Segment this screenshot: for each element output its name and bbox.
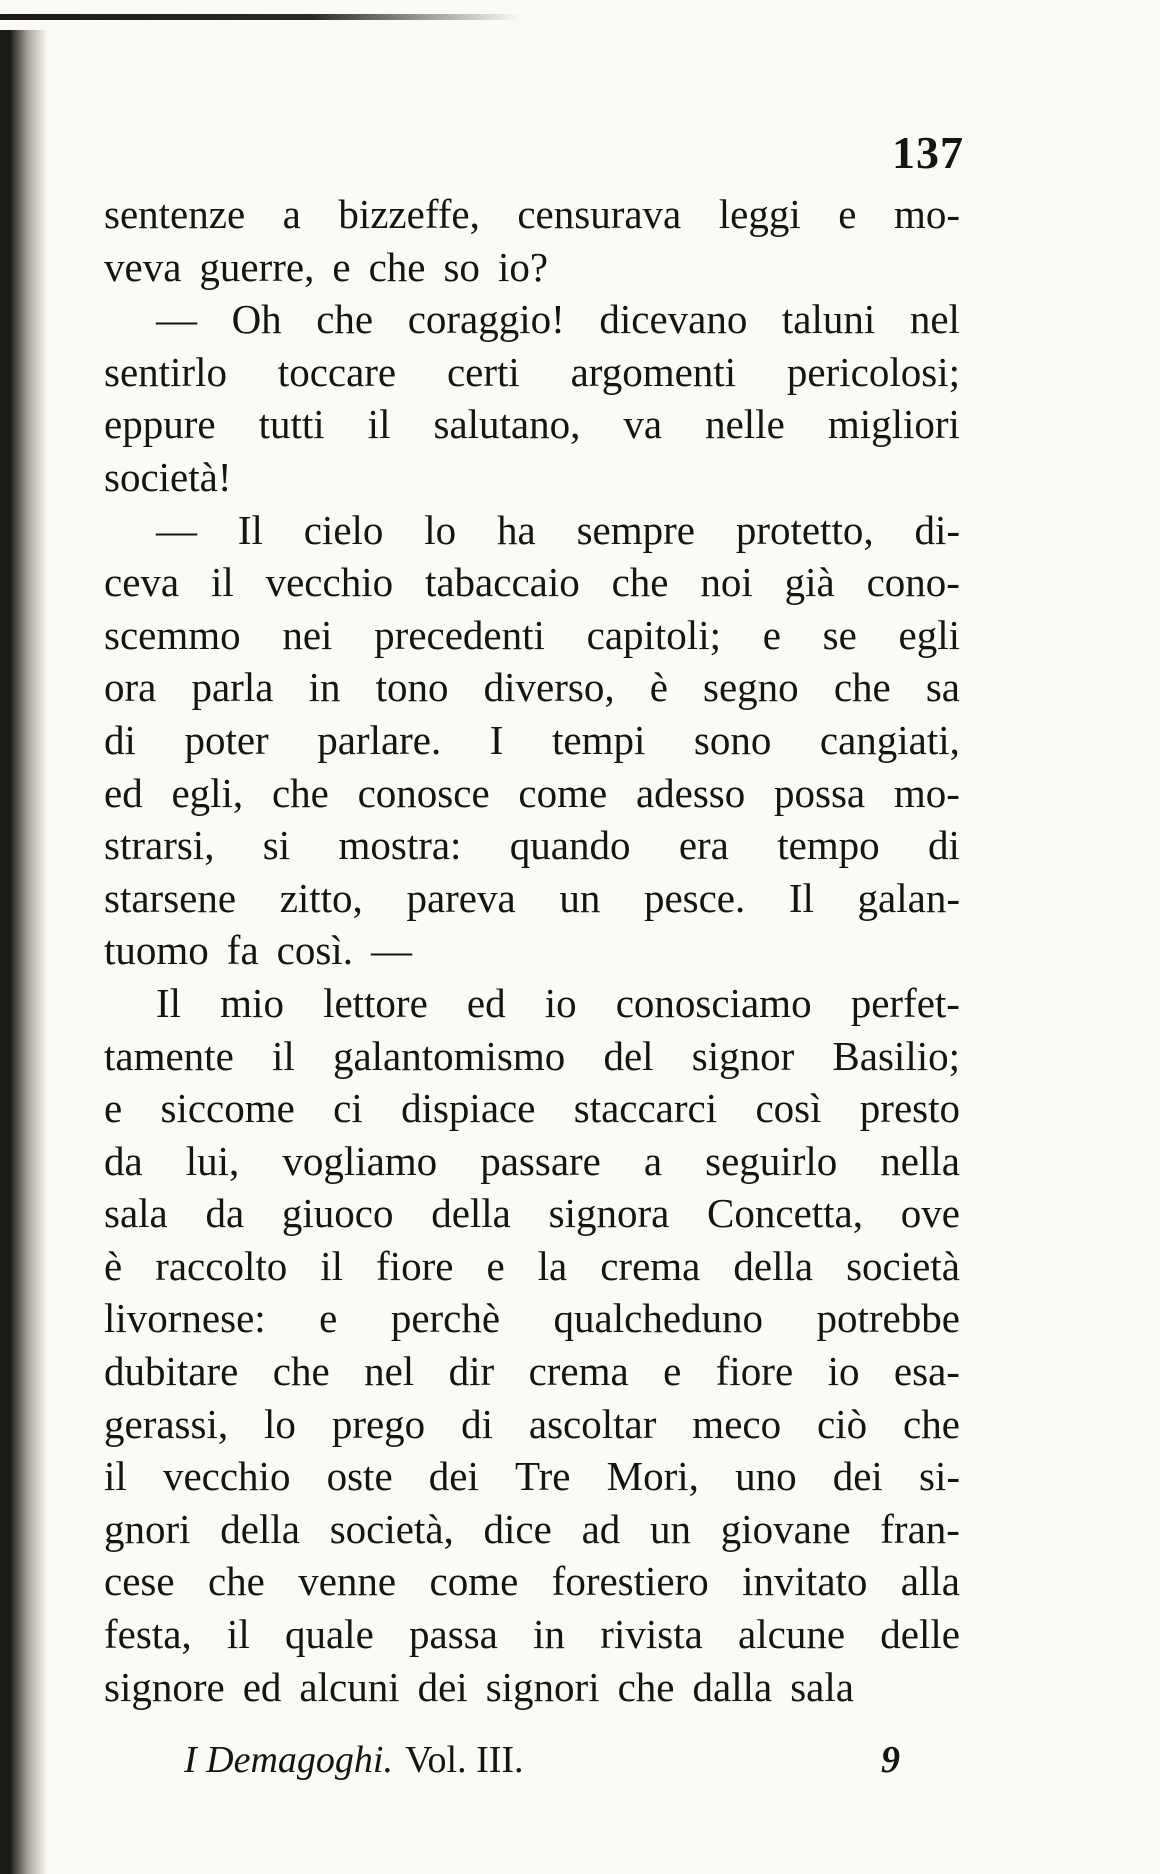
text-line: strarsi, si mostra: quando era tempo di (104, 822, 960, 869)
text-line: gnori della società, dice ad un giovane fran- (104, 1505, 960, 1552)
text-line: gerassi, lo prego di ascoltar meco ciò che (104, 1400, 960, 1447)
text-line: livornese: e perchè qualcheduno potrebbe (104, 1295, 960, 1342)
footer-book-title: I Demagoghi. (184, 1739, 393, 1781)
text-line: e siccome ci dispiace staccarci così presto (104, 1085, 960, 1132)
gathering-signature: 9 (881, 1739, 900, 1781)
text-line: Il mio lettore ed io conosciamo perfet- (156, 979, 960, 1026)
paragraph (104, 188, 960, 293)
text-line: dubitare che nel dir crema e fiore io esa- (104, 1348, 960, 1395)
page-number: 137 (892, 127, 964, 178)
text-line: cese che venne come forestiero invitato alla (104, 1558, 960, 1605)
text-line: sala da giuoco della signora Concetta, ove (104, 1190, 960, 1237)
running-footer (184, 1738, 524, 1782)
text-line: veva guerre, e che so io? (104, 243, 549, 290)
text-line: — Oh che coraggio! dicevano taluni nel (156, 296, 960, 343)
text-line: ora parla in tono diverso, è segno che sa (104, 664, 960, 711)
page-footer (184, 1738, 900, 1782)
text-line: — Il cielo lo ha sempre protetto, di- (156, 506, 960, 553)
top-edge-rule (0, 14, 520, 20)
text-line: tamente il galantomismo del signor Basilio; (104, 1032, 960, 1079)
text-line: ed egli, che conosce come adesso possa mo- (104, 769, 960, 816)
footer-volume: Vol. III. (404, 1739, 524, 1781)
paragraph (104, 504, 960, 977)
text-line: eppure tutti il salutano, va nelle migliori (104, 401, 960, 448)
text-line: tuomo fa così. — (104, 927, 412, 974)
text-line: è raccolto il fiore e la crema della società (104, 1242, 960, 1289)
text-line: di poter parlare. I tempi sono cangiati, (104, 716, 960, 763)
text-line: ceva il vecchio tabaccaio che noi già cono- (104, 559, 960, 606)
text-line: il vecchio oste dei Tre Mori, uno dei si- (104, 1453, 960, 1500)
paragraph (104, 293, 960, 503)
text-line: starsene zitto, pareva un pesce. Il galan- (104, 874, 960, 921)
text-line: scemmo nei precedenti capitoli; e se egli (104, 611, 960, 658)
text-line: festa, il quale passa in rivista alcune delle (104, 1611, 960, 1658)
text-line: da lui, vogliamo passare a seguirlo nella (104, 1137, 960, 1184)
text-line: sentirlo toccare certi argomenti pericolosi; (104, 348, 960, 395)
binding-gutter (0, 30, 48, 1874)
text-line: società! (104, 453, 232, 500)
text-line: signore ed alcuni dei signori che dalla sala (104, 1663, 854, 1710)
text-line: sentenze a bizzeffe, censurava leggi e mo- (104, 191, 960, 237)
paragraph (104, 977, 960, 1713)
body-text (104, 188, 960, 1713)
